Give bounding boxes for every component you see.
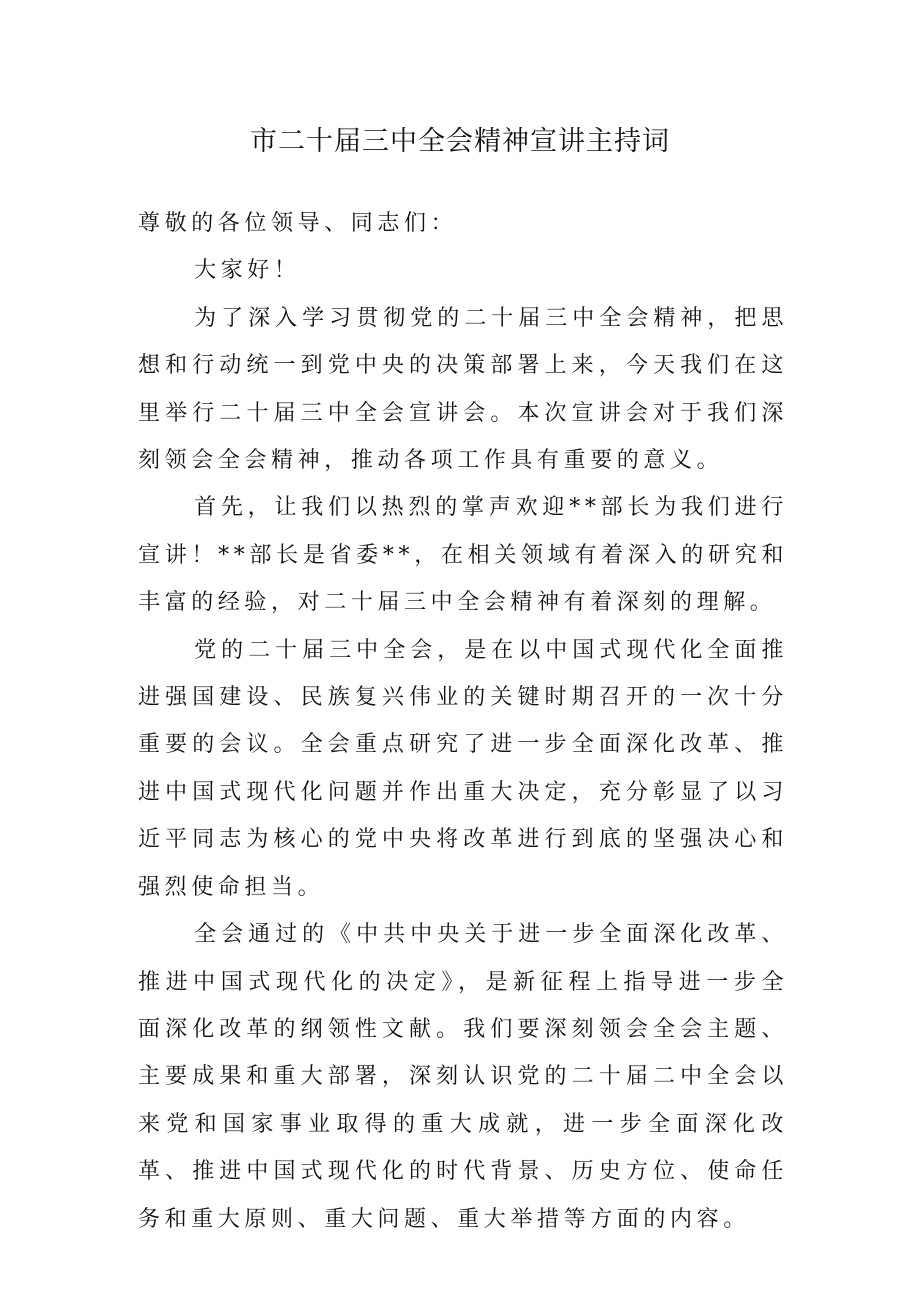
paragraph-speaker-intro: 首先，让我们以热烈的掌声欢迎**部长为我们进行宣讲！**部长是省委**，在相关领域有着深入的研究和丰富的经验，对二十届三中全会精神有着深刻的理解。 bbox=[138, 495, 788, 616]
document-title: 市二十届三中全会精神宣讲主持词 bbox=[250, 126, 670, 157]
paragraph-plenum-significance: 党的二十届三中全会，是在以中国式现代化全面推进强国建设、民族复兴伟业的关键时期召开的一次十分重要的会议。全会重点研究了进一步全面深化改革、推进中国式现代化问题并作出重大决定，充分彰显了以习近平同志为核心的党中央将改革进行到底的坚强决心和强烈使命担当。 bbox=[138, 637, 788, 900]
salutation: 尊敬的各位领导、同志们： bbox=[138, 211, 458, 236]
paragraph-decision-document: 全会通过的《中共中央关于进一步全面深化改革、推进中国式现代化的决定》，是新征程上指导进一步全面深化改革的纲领性文献。我们要深刻领会全会主题、主要成果和重大部署，深刻认识党的二十届二中全会以来党和国家事业取得的重大成就，进一步全面深化改革、推进中国式现代化的时代背景、历史方位、使命任务和重大原则、重大问题、重大举措等方面的内容。 bbox=[138, 922, 788, 1232]
paragraph-greeting: 大家好！ bbox=[194, 258, 301, 284]
document-body bbox=[138, 200, 788, 1243]
paragraph-purpose: 为了深入学习贯彻党的二十届三中全会精神，把思想和行动统一到党中央的决策部署上来，今天我们在这里举行二十届三中全会宣讲会。本次宣讲会对于我们深刻领会全会精神，推动各项工作具有重要的意义。 bbox=[138, 305, 788, 474]
